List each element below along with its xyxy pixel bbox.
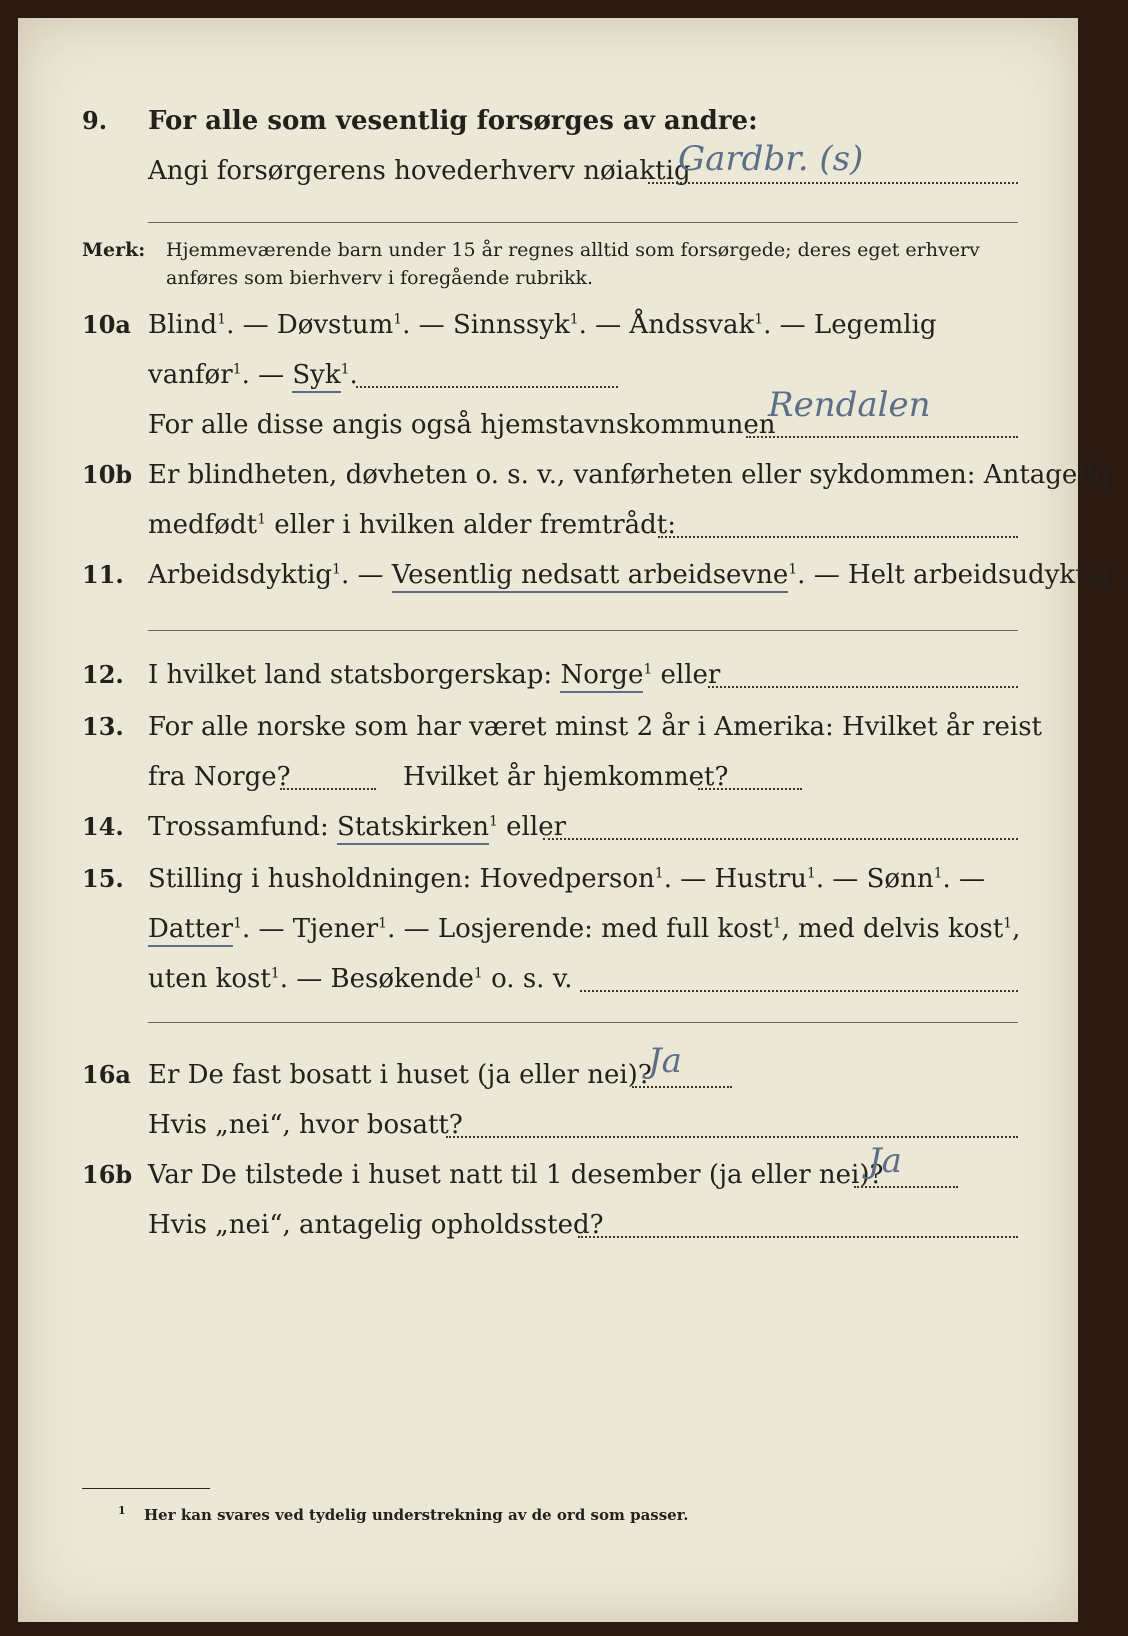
q10a-handwritten-answer: Rendalen (768, 385, 931, 425)
merk-text-1: Hjemmeværende barn under 15 år regnes alltid som forsørgede; deres eget erhverv (166, 239, 980, 261)
q16b-handwritten-answer: Ja (868, 1141, 902, 1181)
q16b-hvis-nei: Hvis „nei“, antagelig opholdssted? (148, 1210, 604, 1240)
q15-datter: Datter (148, 914, 233, 947)
q15-comma: , (1012, 914, 1021, 944)
q14-number: 14. (82, 812, 124, 841)
q13-reist-line (280, 788, 376, 790)
q15-fn: 1 (473, 965, 483, 982)
q14-prompt: Trossamfund: (148, 812, 329, 842)
q11-udyktig: . — Helt arbeidsudyktig (797, 560, 1111, 590)
q9-answer-line (648, 182, 1018, 184)
q11-fn: 1 (788, 561, 798, 578)
footnote-rule (82, 1488, 210, 1489)
q10b-fn: 1 (257, 511, 266, 528)
q10a-dovstum: . — Døvstum (226, 310, 394, 340)
q14-text (148, 812, 566, 842)
q15-dash: . — (942, 864, 986, 894)
q15-datter-period: . (241, 914, 251, 944)
q10a-andssvak: . — Åndssvak (578, 310, 755, 340)
q11-number: 11. (82, 560, 124, 589)
q9-divider (148, 222, 1018, 223)
q15-fn: 1 (378, 915, 388, 932)
q12-answer-line (708, 686, 1018, 688)
q10a-fn: 1 (393, 311, 403, 328)
q10b-answer-line (658, 536, 1018, 538)
q15-osv: o. s. v. (482, 964, 573, 994)
q10a-hjemstavn-prompt: For alle disse angis også hjemstavnskommunen (148, 410, 776, 440)
q15-text-2 (148, 914, 1020, 944)
merk-label: Merk: (82, 239, 146, 261)
q16a-hvis-nei: Hvis „nei“, hvor bosatt? (148, 1110, 463, 1140)
q16b-answer-line (854, 1186, 958, 1188)
q16a-bosatt-line (446, 1136, 1018, 1138)
q9-handwritten-answer: Gardbr. (s) (678, 139, 864, 179)
footnote-text: Her kan svares ved tydelig understrekning av de ord som passer. (144, 1506, 689, 1524)
q15-fn: 1 (654, 865, 664, 882)
q15-fn: 1 (806, 865, 816, 882)
q11-period: . (1119, 560, 1128, 590)
q10a-period: . (349, 360, 358, 390)
q10a-fn: 1 (340, 361, 350, 378)
q13-reist: fra Norge? (148, 762, 291, 792)
q10a-blind: Blind (148, 310, 218, 340)
q13-number: 13. (82, 712, 124, 741)
q16b-number: 16b (82, 1160, 133, 1189)
q10b-text-1: Er blindheten, døvheten o. s. v., vanførheten eller sykdommen: Antagelig (148, 460, 1111, 490)
q13-hjemkommet: Hvilket år hjemkommet? (403, 762, 729, 792)
q10a-legemlig: . — Legemlig (763, 310, 937, 340)
q10b-alder: eller i hvilken alder fremtrådt: (265, 510, 677, 540)
q15-answer-line (580, 990, 1018, 992)
q11-arbeidsdyktig: Arbeidsdyktig (148, 560, 333, 590)
q12-norge: Norge (560, 660, 643, 693)
q15-text-1 (148, 864, 985, 894)
q11-divider (148, 630, 1018, 631)
q10a-fn: 1 (217, 311, 227, 328)
q15-text-3 (148, 964, 573, 994)
q11-nedsatt: Vesentlig nedsatt arbeidsevne (392, 560, 789, 593)
q15-fn: 1 (233, 915, 242, 932)
q15-divider (148, 1022, 1018, 1023)
footnote-mark: 1 (118, 1504, 126, 1517)
q15-fn: 1 (772, 915, 782, 932)
q15-fn: 1 (270, 965, 280, 982)
q12-text (148, 660, 720, 690)
q11-dash: . — (340, 560, 392, 590)
q16b-prompt: Var De tilstede i huset natt til 1 desember (ja eller nei)? (148, 1160, 884, 1190)
merk-text-2: anføres som bierhverv i foregående rubrikk. (166, 267, 594, 289)
q14-eller: eller (497, 812, 567, 842)
q10a-syk-line (356, 386, 618, 388)
q10a-options-1 (148, 310, 937, 340)
q11-options (148, 560, 1128, 590)
q14-fn: 1 (488, 813, 498, 830)
q15-fn: 1 (933, 865, 943, 882)
q10a-options-2 (148, 360, 358, 390)
q15-besokende: . — Besøkende (279, 964, 474, 994)
q16b-opholdssted-line (578, 1236, 1018, 1238)
q10a-fn: 1 (569, 311, 579, 328)
q10a-vanfor: vanfør (148, 360, 233, 390)
q14-answer-line (543, 838, 1018, 840)
q15-hovedperson: Stilling i husholdningen: Hovedperson (148, 864, 655, 894)
q10b-medfodt: medfødt (148, 510, 258, 540)
q15-tjener: — Tjener (250, 914, 379, 944)
q9-number: 9. (82, 106, 108, 135)
q14-statskirken: Statskirken (337, 812, 489, 845)
q10a-number: 10a (82, 310, 131, 339)
q12-eller: eller (652, 660, 721, 690)
q9-prompt: Angi forsørgerens hovederhverv nøiaktig (148, 156, 691, 186)
q16a-number: 16a (82, 1060, 131, 1089)
q13-text-1: For alle norske som har været minst 2 år i Amerika: Hvilket år reist (148, 712, 1042, 742)
q10b-number: 10b (82, 460, 133, 489)
q15-full-kost: . — Losjerende: med full kost (387, 914, 773, 944)
q10a-syk: Syk (292, 360, 340, 393)
q10a-sinnssyk: . — Sinnssyk (402, 310, 570, 340)
q15-delvis-kost: , med delvis kost (781, 914, 1004, 944)
q10a-dash: . — (241, 360, 293, 390)
q12-prompt: I hvilket land statsborgerskap: (148, 660, 553, 690)
q15-fn: 1 (1003, 915, 1013, 932)
q15-uten-kost: uten kost (148, 964, 271, 994)
q11-fn: 1 (332, 561, 341, 578)
q12-fn: 1 (643, 661, 653, 678)
q11-fn: 1 (1110, 561, 1120, 578)
q9-heading: For alle som vesentlig forsørges av andre: (148, 106, 758, 136)
q15-sonn: . — Sønn (815, 864, 934, 894)
q10a-fn: 1 (754, 311, 764, 328)
q12-number: 12. (82, 660, 124, 689)
q15-hustru: . — Hustru (663, 864, 807, 894)
q16a-answer-line (632, 1086, 732, 1088)
q10b-text-2 (148, 510, 676, 540)
census-form-page (18, 18, 1128, 1622)
q10a-fn: 1 (232, 361, 242, 378)
q15-number: 15. (82, 864, 124, 893)
q16a-prompt: Er De fast bosatt i huset (ja eller nei)? (148, 1060, 652, 1090)
q10a-hjemstavn-line (746, 436, 1018, 438)
q13-hjemkommet-line (698, 788, 802, 790)
q16a-handwritten-answer: Ja (648, 1041, 682, 1081)
